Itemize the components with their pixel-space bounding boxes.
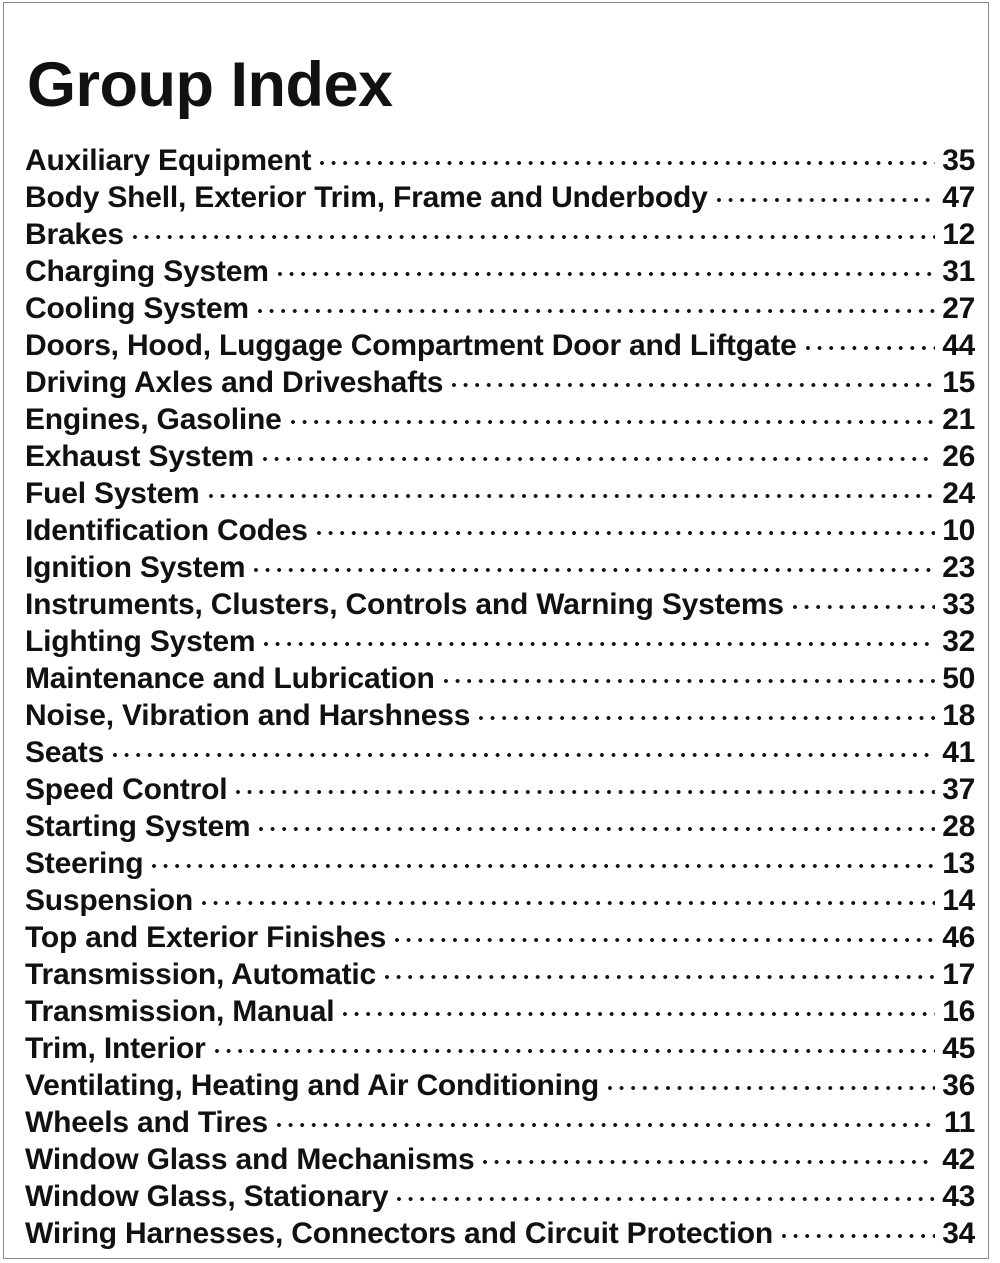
index-entry-row[interactable]	[25, 695, 975, 732]
dot-leader	[152, 843, 935, 873]
dot-leader	[793, 584, 935, 614]
index-entry-label: Suspension	[25, 884, 194, 917]
dot-leader	[254, 547, 935, 577]
index-entry-page-number: 10	[942, 514, 975, 547]
index-entry-row[interactable]	[25, 140, 975, 177]
index-entry-label: Noise, Vibration and Harshness	[25, 699, 471, 732]
index-entry-page-number: 34	[942, 1217, 975, 1250]
index-entry-page-number: 17	[942, 958, 975, 991]
index-entry-label: Maintenance and Lubrication	[25, 662, 435, 695]
index-entry-page-number: 18	[942, 699, 975, 732]
dot-leader	[444, 658, 935, 688]
index-entry-page-number: 11	[943, 1106, 975, 1139]
index-entry-page-number: 28	[942, 810, 975, 843]
index-entry-page-number: 37	[942, 773, 975, 806]
dot-leader	[291, 399, 935, 429]
index-entry-row[interactable]	[25, 510, 975, 547]
index-entry-label: Auxiliary Equipment	[25, 144, 312, 177]
index-entry-page-number: 32	[942, 625, 975, 658]
index-entry-row[interactable]	[25, 436, 975, 473]
dot-leader	[452, 362, 935, 392]
index-entry-page-number: 24	[942, 477, 975, 510]
index-entry-row[interactable]	[25, 584, 975, 621]
dot-leader	[133, 214, 935, 244]
index-entry-row[interactable]	[25, 1028, 975, 1065]
index-entry-row[interactable]	[25, 732, 975, 769]
dot-leader	[259, 806, 935, 836]
index-entry-page-number: 13	[942, 847, 975, 880]
index-entry-page-number: 36	[942, 1069, 975, 1102]
dot-leader	[278, 251, 935, 281]
index-entry-label: Fuel System	[25, 477, 200, 510]
index-entry-label: Trim, Interior	[25, 1032, 206, 1065]
index-entry-page-number: 12	[942, 218, 975, 251]
dot-leader	[317, 510, 935, 540]
index-entry-list	[25, 140, 975, 1250]
index-entry-label: Speed Control	[25, 773, 228, 806]
index-entry-row[interactable]	[25, 1102, 975, 1139]
index-entry-page-number: 46	[942, 921, 975, 954]
index-entry-label: Wheels and Tires	[25, 1106, 268, 1139]
dot-leader	[343, 991, 935, 1021]
index-entry-row[interactable]	[25, 288, 975, 325]
index-entry-row[interactable]	[25, 473, 975, 510]
index-entry-label: Doors, Hood, Luggage Compartment Door and Liftgate	[25, 329, 797, 362]
dot-leader	[215, 1028, 935, 1058]
dot-leader	[263, 436, 935, 466]
index-entry-label: Transmission, Manual	[25, 995, 335, 1028]
index-entry-page-number: 27	[942, 292, 975, 325]
index-entry-page-number: 26	[942, 440, 975, 473]
index-entry-label: Steering	[25, 847, 144, 880]
index-entry-label: Charging System	[25, 255, 269, 288]
index-entry-row[interactable]	[25, 880, 975, 917]
index-entry-label: Top and Exterior Finishes	[25, 921, 387, 954]
index-entry-label: Window Glass, Stationary	[25, 1180, 389, 1213]
index-entry-label: Seats	[25, 736, 105, 769]
index-entry-label: Body Shell, Exterior Trim, Frame and Underbody	[25, 181, 708, 214]
index-entry-row[interactable]	[25, 251, 975, 288]
dot-leader	[385, 954, 935, 984]
index-entry-label: Instruments, Clusters, Controls and Warning Systems	[25, 588, 784, 621]
dot-leader	[236, 769, 935, 799]
index-entry-row[interactable]	[25, 658, 975, 695]
index-entry-page-number: 50	[942, 662, 975, 695]
index-entry-label: Wiring Harnesses, Connectors and Circuit Protection	[25, 1217, 774, 1250]
index-entry-label: Cooling System	[25, 292, 249, 325]
index-entry-page-number: 45	[942, 1032, 975, 1065]
index-entry-row[interactable]	[25, 547, 975, 584]
index-entry-label: Driving Axles and Driveshafts	[25, 366, 444, 399]
dot-leader	[320, 140, 935, 170]
index-entry-row[interactable]	[25, 843, 975, 880]
dot-leader	[479, 695, 935, 725]
index-entry-row[interactable]	[25, 1213, 975, 1250]
dot-leader	[717, 177, 935, 207]
index-entry-row[interactable]	[25, 214, 975, 251]
index-entry-row[interactable]	[25, 954, 975, 991]
index-entry-page-number: 47	[942, 181, 975, 214]
index-entry-row[interactable]	[25, 1065, 975, 1102]
index-entry-label: Transmission, Automatic	[25, 958, 377, 991]
index-entry-row[interactable]	[25, 325, 975, 362]
index-entry-label: Exhaust System	[25, 440, 254, 473]
index-entry-row[interactable]	[25, 769, 975, 806]
index-entry-row[interactable]	[25, 806, 975, 843]
index-entry-row[interactable]	[25, 362, 975, 399]
index-entry-row[interactable]	[25, 991, 975, 1028]
index-entry-page-number: 42	[942, 1143, 975, 1176]
index-entry-page-number: 31	[942, 255, 975, 288]
dot-leader	[277, 1102, 935, 1132]
index-entry-label: Lighting System	[25, 625, 256, 658]
dot-leader	[608, 1065, 935, 1095]
index-entry-label: Window Glass and Mechanisms	[25, 1143, 475, 1176]
dot-leader	[264, 621, 935, 651]
index-entry-page-number: 44	[942, 329, 975, 362]
dot-leader	[395, 917, 935, 947]
dot-leader	[202, 880, 935, 910]
index-entry-row[interactable]	[25, 1139, 975, 1176]
index-entry-page-number: 14	[942, 884, 975, 917]
index-entry-page-number: 15	[942, 366, 975, 399]
dot-leader	[397, 1176, 935, 1206]
index-entry-row[interactable]	[25, 621, 975, 658]
index-entry-row[interactable]	[25, 177, 975, 214]
index-entry-page-number: 35	[942, 144, 975, 177]
index-entry-row[interactable]	[25, 399, 975, 436]
dot-leader	[782, 1213, 935, 1243]
index-entry-label: Ignition System	[25, 551, 246, 584]
index-entry-row[interactable]	[25, 917, 975, 954]
index-entry-label: Identification Codes	[25, 514, 308, 547]
index-entry-page-number: 16	[942, 995, 975, 1028]
index-entry-label: Brakes	[25, 218, 124, 251]
index-entry-label: Engines, Gasoline	[25, 403, 282, 436]
index-entry-page-number: 23	[942, 551, 975, 584]
index-entry-page-number: 41	[942, 736, 975, 769]
dot-leader	[113, 732, 935, 762]
dot-leader	[483, 1139, 935, 1169]
dot-leader	[209, 473, 935, 503]
page-title: Group Index	[27, 50, 393, 121]
index-entry-page-number: 43	[942, 1180, 975, 1213]
index-entry-page-number: 33	[942, 588, 975, 621]
index-entry-label: Starting System	[25, 810, 251, 843]
index-entry-row[interactable]	[25, 1176, 975, 1213]
dot-leader	[258, 288, 935, 318]
index-entry-page-number: 21	[942, 403, 975, 436]
dot-leader	[806, 325, 935, 355]
index-entry-label: Ventilating, Heating and Air Conditioning	[25, 1069, 600, 1102]
